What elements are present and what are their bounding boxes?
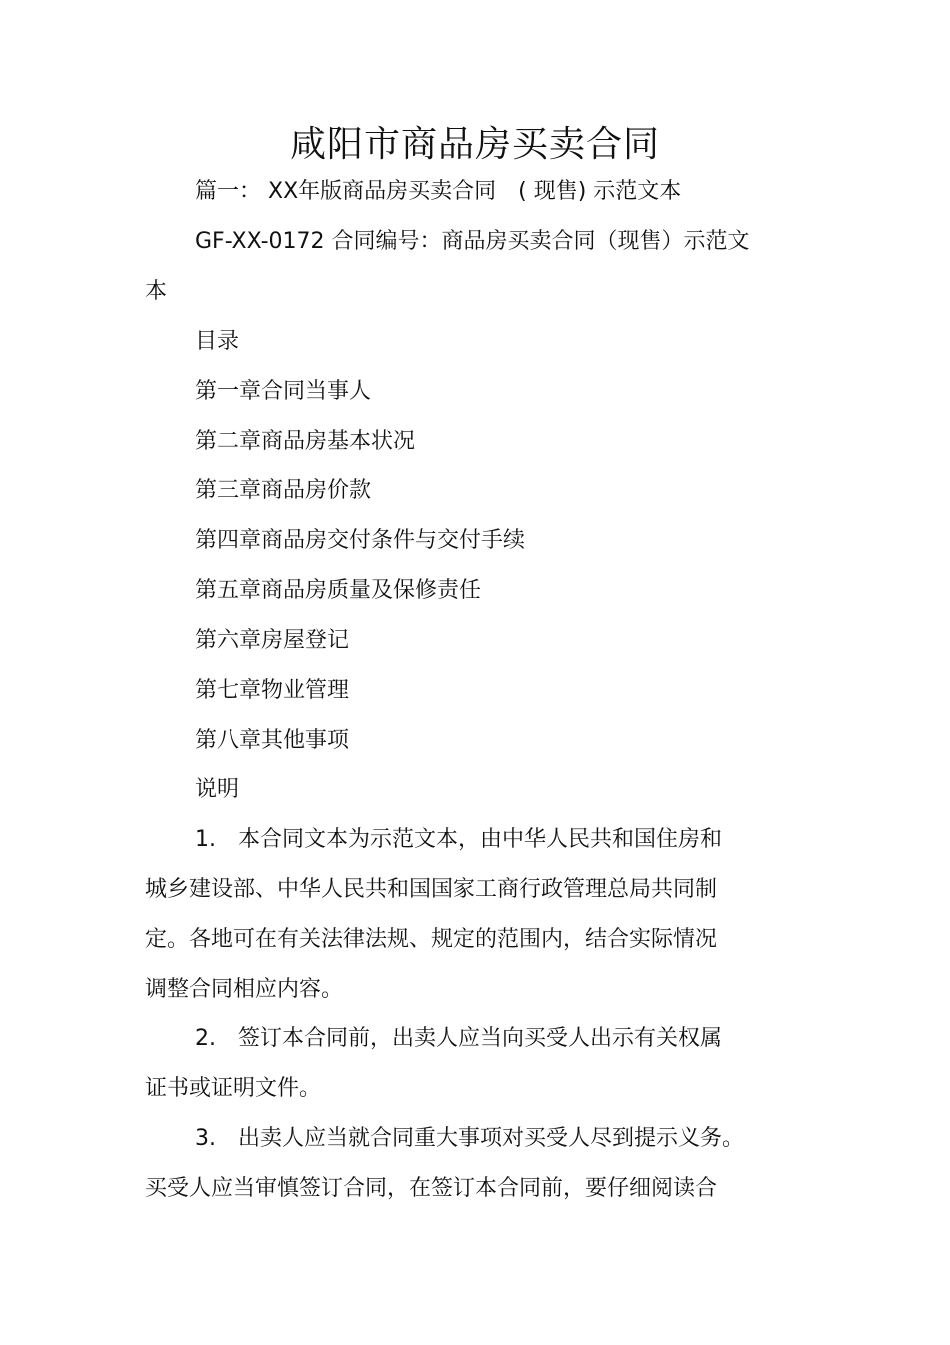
toc-heading: 目录	[195, 329, 240, 354]
note-1-line-1: 1. 本合同文本为示范文本，由中华人民共和国住房和	[195, 827, 722, 852]
toc-chapter-1: 第一章合同当事人	[195, 379, 372, 404]
notes-heading: 说明	[195, 777, 240, 802]
note-1-line-2: 城乡建设部、中华人民共和国国家工商行政管理总局共同制	[145, 877, 718, 902]
toc-chapter-8: 第八章其他事项	[195, 728, 350, 753]
note-3-line-1: 3. 出卖人应当就合同重大事项对买受人尽到提示义务。	[195, 1126, 744, 1151]
contract-number-line-1: GF-XX-0172 合同编号：商品房买卖合同（现售）示范文	[195, 229, 750, 254]
note-1-line-4: 调整合同相应内容。	[145, 977, 344, 1002]
note-2-line-1: 2. 签订本合同前，出卖人应当向买受人出示有关权属	[195, 1026, 722, 1051]
toc-chapter-6: 第六章房屋登记	[195, 628, 350, 653]
note-1-line-3: 定。各地可在有关法律法规、规定的范围内，结合实际情况	[145, 927, 718, 952]
toc-chapter-7: 第七章物业管理	[195, 678, 350, 703]
toc-chapter-4: 第四章商品房交付条件与交付手续	[195, 528, 526, 553]
note-2-line-2: 证书或证明文件。	[145, 1076, 322, 1101]
contract-number-line-2: 本	[145, 279, 168, 304]
toc-chapter-3: 第三章商品房价款	[195, 478, 372, 503]
toc-chapter-2: 第二章商品房基本状况	[195, 429, 416, 454]
subtitle: 篇一： XX年版商品房买卖合同 ( 现售) 示范文本	[195, 179, 682, 204]
document-title: 咸阳市商品房买卖合同	[289, 124, 660, 165]
note-3-line-2: 买受人应当审慎签订合同，在签订本合同前，要仔细阅读合	[145, 1176, 718, 1201]
toc-chapter-5: 第五章商品房质量及保修责任	[195, 578, 482, 603]
